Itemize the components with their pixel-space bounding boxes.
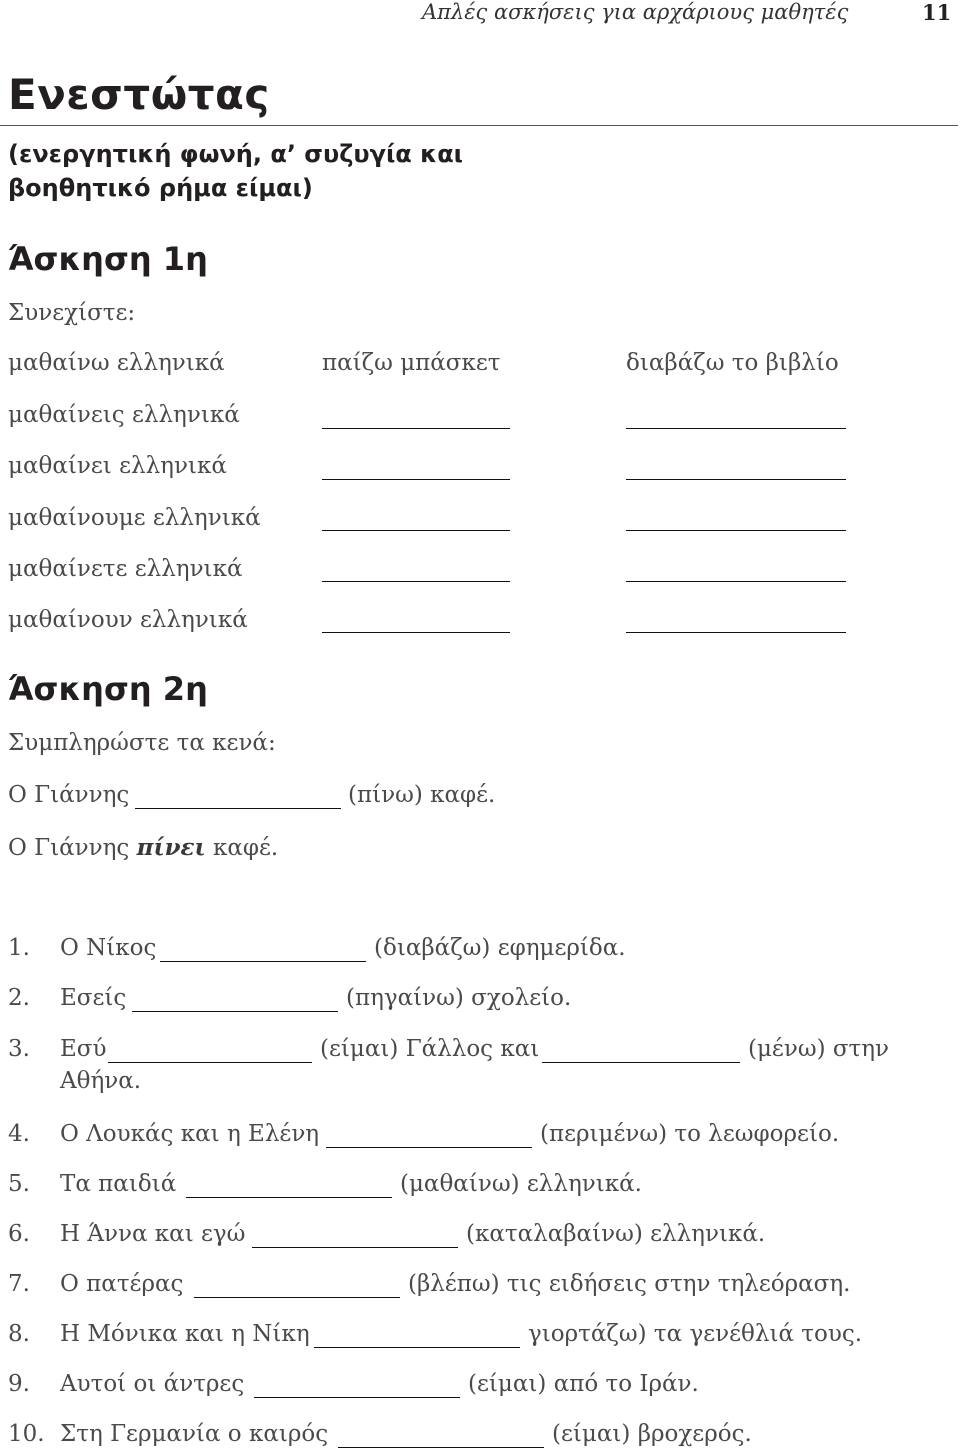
item-number: 10.	[8, 1421, 45, 1447]
conj-row-4: μαθαίνουμε ελληνικά	[8, 505, 261, 531]
conj-row-2: μαθαίνεις ελληνικά	[8, 402, 240, 428]
example-answer-verb: πίνει	[136, 834, 206, 861]
item-blank[interactable]	[186, 1197, 392, 1198]
item-subject: Αυτοί οι άντρες	[60, 1371, 245, 1397]
item-blank[interactable]	[194, 1297, 400, 1298]
blank-col2-row6[interactable]	[322, 632, 510, 633]
conj-row-6: μαθαίνουν ελληνικά	[8, 607, 248, 633]
conj-row-3: μαθαίνει ελληνικά	[8, 453, 227, 479]
item-subject: Ο πατέρας	[60, 1271, 184, 1297]
item-verb-hint: (καταλαβαίνω) ελληνικά.	[466, 1221, 766, 1247]
item-verb-hint: (είμαι) βροχερός.	[552, 1421, 752, 1447]
item-number: 1.	[8, 935, 30, 961]
subtitle-line-2: βοηθητικό ρήμα είμαι)	[8, 174, 313, 202]
item-blank[interactable]	[132, 1011, 338, 1012]
item-subject: Η Άννα και εγώ	[60, 1221, 246, 1247]
blank-col3-row4[interactable]	[626, 530, 846, 531]
item-number: 6.	[8, 1221, 30, 1247]
item-verb-hint: (μένω) στην	[748, 1036, 890, 1062]
conj-row-1: μαθαίνω ελληνικά	[8, 350, 225, 376]
exercise2-instruction: Συμπληρώστε τα κενά:	[8, 730, 276, 756]
blank-col2-row4[interactable]	[322, 530, 510, 531]
exercise1-instruction: Συνεχίστε:	[8, 300, 136, 326]
page-title: Ενεστώτας	[8, 70, 270, 119]
running-title: Απλές ασκήσεις για αρχάριους μαθητές	[422, 0, 849, 24]
item-number: 9.	[8, 1371, 30, 1397]
title-divider	[0, 125, 958, 126]
blank-col2-row3[interactable]	[322, 479, 510, 480]
item-verb-hint: (διαβάζω) εφημερίδα.	[374, 935, 626, 961]
item-subject: Η Μόνικα και η Νίκη	[60, 1321, 310, 1347]
blank-col3-row3[interactable]	[626, 479, 846, 480]
item-number: 5.	[8, 1171, 30, 1197]
conj-row-5: μαθαίνετε ελληνικά	[8, 556, 243, 582]
exercise2-heading: Άσκηση 2η	[8, 670, 208, 708]
item-verb-hint: (είμαι) Γάλλος και	[320, 1036, 540, 1062]
blank-col2-row2[interactable]	[322, 428, 510, 429]
item-subject: Εσύ	[60, 1036, 107, 1062]
example-prefix: Ο Γιάννης	[8, 782, 130, 808]
blank-col3-row5[interactable]	[626, 581, 846, 582]
blank-col3-row2[interactable]	[626, 428, 846, 429]
item-blank[interactable]	[108, 1062, 312, 1063]
item-verb-hint: (μαθαίνω) ελληνικά.	[400, 1171, 642, 1197]
item-blank[interactable]	[338, 1447, 544, 1448]
item-subject: Στη Γερμανία ο καιρός	[60, 1421, 329, 1447]
item-blank[interactable]	[326, 1147, 532, 1148]
blank-col2-row5[interactable]	[322, 581, 510, 582]
example-blank[interactable]	[135, 808, 341, 809]
example-suffix: (πίνω) καφέ.	[348, 782, 496, 808]
item-blank[interactable]	[160, 961, 366, 962]
subtitle-line-1: (ενεργητική φωνή, α’ συζυγία και	[8, 140, 464, 168]
col3-heading: διαβάζω το βιβλίο	[626, 350, 839, 376]
item-continuation: Αθήνα.	[60, 1068, 142, 1094]
item-verb-hint: (πηγαίνω) σχολείο.	[346, 985, 572, 1011]
item-subject: Ο Λουκάς και η Ελένη	[60, 1121, 320, 1147]
item-blank[interactable]	[314, 1347, 520, 1348]
item-subject: Εσείς	[60, 985, 127, 1011]
item-number: 2.	[8, 985, 30, 1011]
example-answer: Ο Γιάννης πίνει καφέ.	[8, 834, 279, 861]
page-number: 11	[922, 0, 952, 25]
item-verb-hint: γιορτάζω) τα γενέθλιά τους.	[528, 1321, 863, 1347]
item-verb-hint: (βλέπω) τις ειδήσεις στην τηλεόραση.	[408, 1271, 851, 1297]
item-verb-hint: (είμαι) από το Ιράν.	[468, 1371, 699, 1397]
item-verb-hint: (περιμένω) το λεωφορείο.	[540, 1121, 840, 1147]
blank-col3-row6[interactable]	[626, 632, 846, 633]
item-blank[interactable]	[252, 1247, 458, 1248]
item-number: 3.	[8, 1036, 30, 1062]
item-number: 4.	[8, 1121, 30, 1147]
item-number: 8.	[8, 1321, 30, 1347]
exercise1-heading: Άσκηση 1η	[8, 240, 208, 278]
item-blank[interactable]	[542, 1062, 740, 1063]
item-subject: Τα παιδιά	[60, 1171, 177, 1197]
item-number: 7.	[8, 1271, 30, 1297]
item-subject: Ο Νίκος	[60, 935, 157, 961]
item-blank[interactable]	[254, 1397, 460, 1398]
col2-heading: παίζω μπάσκετ	[322, 350, 501, 376]
